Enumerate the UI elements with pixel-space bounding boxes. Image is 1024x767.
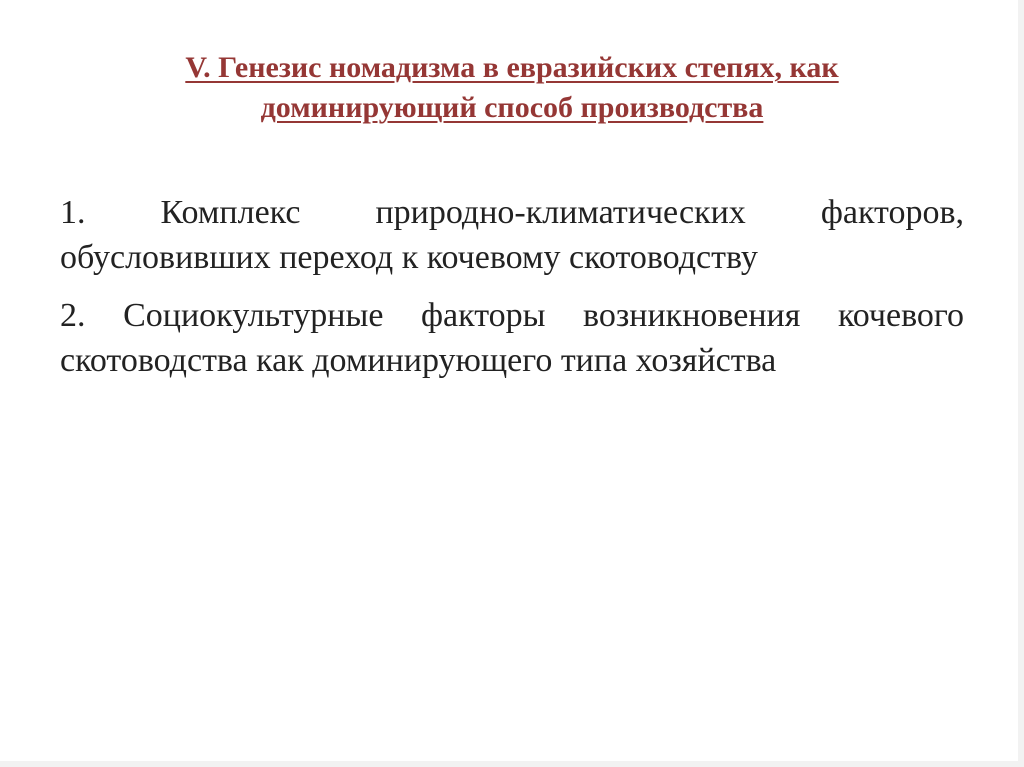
slide-title-line-1: V. Генезис номадизма в евразийских степях, как (185, 51, 839, 84)
list-item-1: 1. Комплекс природно-климатических факторов, обусловивших переход к кочевому скотоводству (60, 194, 964, 276)
slide-title-line-2: доминирующий способ производства (260, 91, 764, 124)
slide-body (60, 190, 964, 396)
slide-title (60, 48, 964, 128)
list-item-2: 2. Социокультурные факторы возникновения кочевого скотоводства как доминирующего типа хозяйства (60, 297, 964, 379)
